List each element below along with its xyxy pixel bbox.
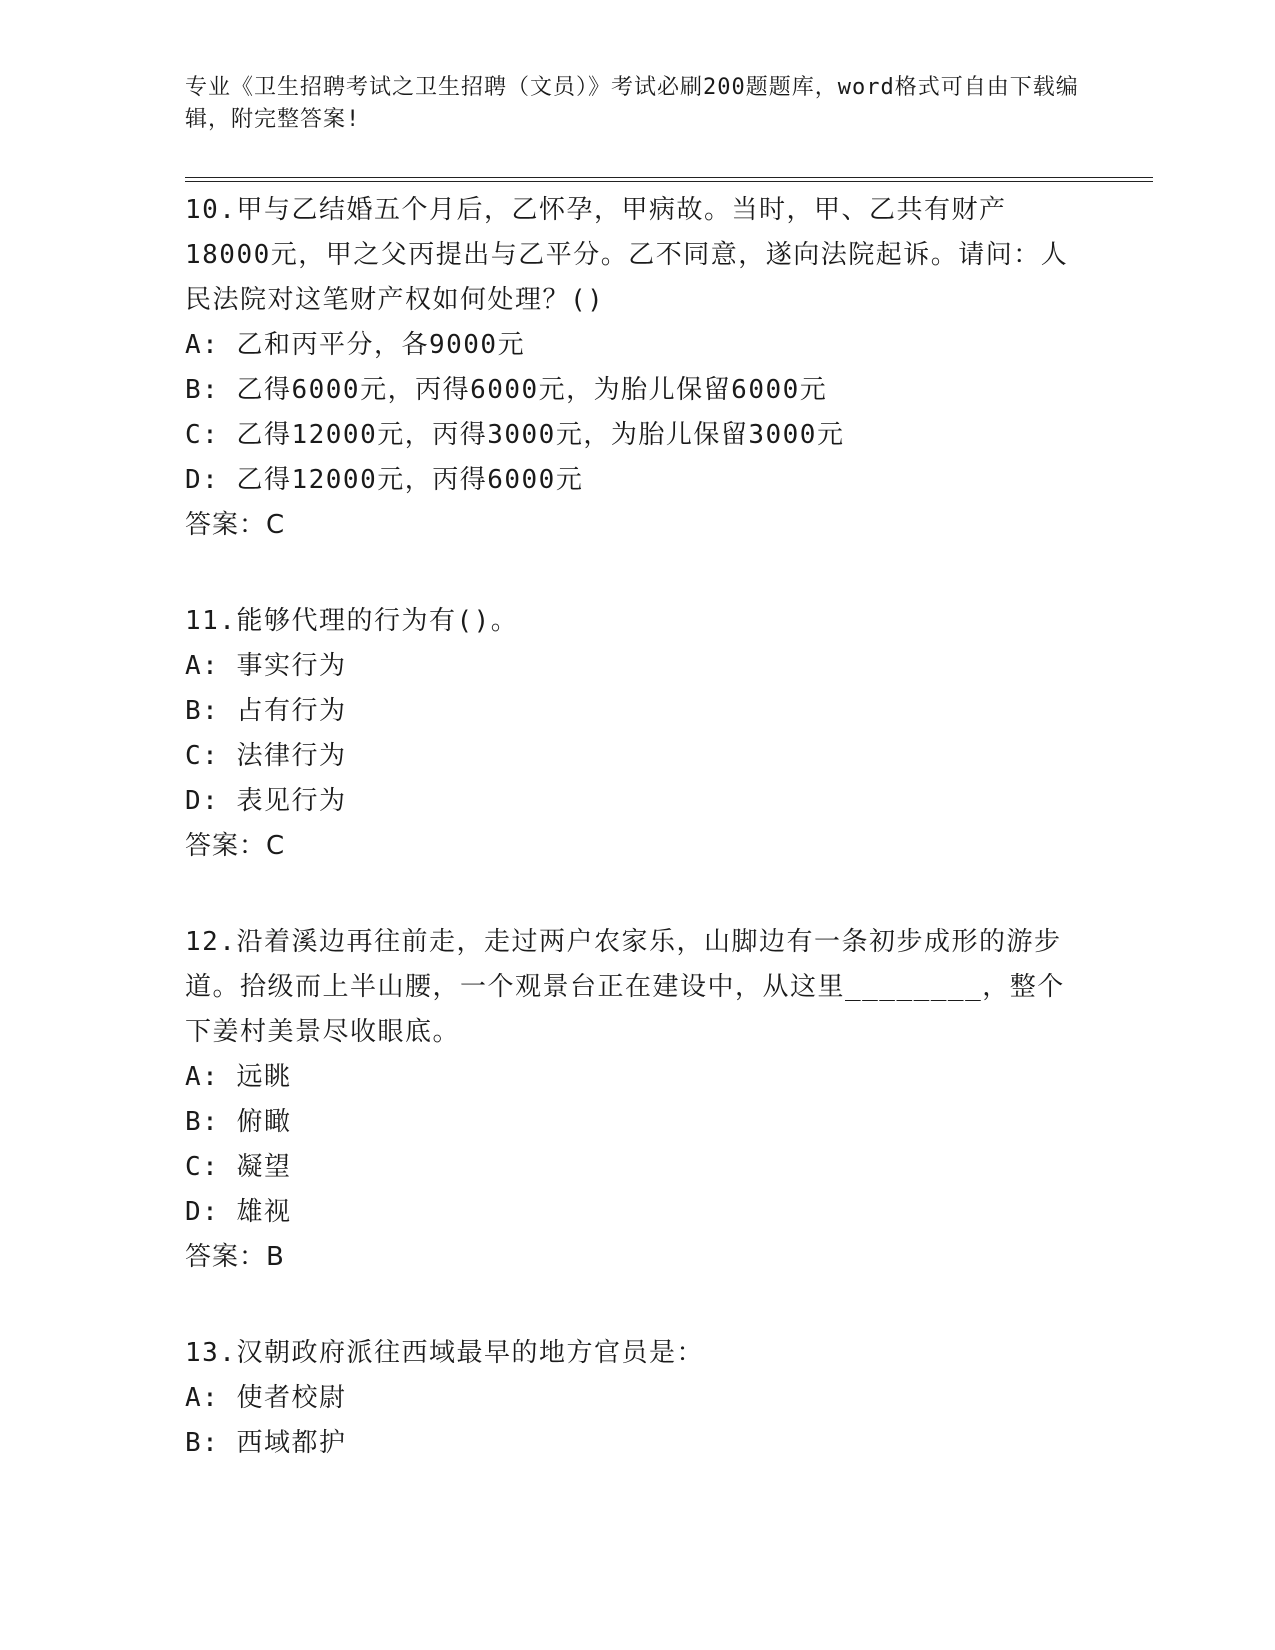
option-a: A: 使者校尉 bbox=[185, 1383, 347, 1413]
header-divider-top bbox=[185, 177, 1153, 178]
question-stem: 12.沿着溪边再往前走，走过两户农家乐，山脚边有一条初步成形的游步道。拾级而上半山腰，一个观景台正在建设中，从这里________，整个下姜村美景尽收眼底。 bbox=[185, 927, 1065, 1047]
option-b: B: 西域都护 bbox=[185, 1428, 347, 1458]
option-c: C: 法律行为 bbox=[185, 741, 347, 771]
question-stem: 11.能够代理的行为有()。 bbox=[185, 606, 519, 636]
question-stem: 13.汉朝政府派往西域最早的地方官员是： bbox=[185, 1338, 704, 1368]
option-b: B: 占有行为 bbox=[185, 696, 347, 726]
option-a: A: 事实行为 bbox=[185, 651, 347, 681]
question-stem: 10.甲与乙结婚五个月后，乙怀孕，甲病故。当时，甲、乙共有财产18000元，甲之父丙提出与乙平分。乙不同意，遂向法院起诉。请问：人民法院对这笔财产权如何处理？() bbox=[185, 195, 1069, 315]
answer-label: 答案：C bbox=[185, 510, 286, 540]
header-divider-bottom bbox=[185, 181, 1153, 182]
option-d: D: 乙得12000元，丙得6000元 bbox=[185, 465, 584, 495]
option-d: D: 雄视 bbox=[185, 1197, 292, 1227]
option-b: B: 乙得6000元，丙得6000元，为胎儿保留6000元 bbox=[185, 375, 828, 405]
question-12 bbox=[185, 920, 1085, 1280]
question-13 bbox=[185, 1331, 1085, 1466]
answer-label: 答案：C bbox=[185, 831, 286, 861]
option-c: C: 乙得12000元，丙得3000元，为胎儿保留3000元 bbox=[185, 420, 845, 450]
question-11 bbox=[185, 599, 1085, 869]
option-d: D: 表见行为 bbox=[185, 786, 347, 816]
question-10 bbox=[185, 188, 1085, 548]
answer-label: 答案：B bbox=[185, 1242, 285, 1272]
question-list bbox=[185, 188, 1085, 1517]
document-header: 专业《卫生招聘考试之卫生招聘（文员）》考试必刷200题题库，word格式可自由下载编辑，附完整答案! bbox=[185, 75, 1079, 132]
option-a: A: 乙和丙平分，各9000元 bbox=[185, 330, 526, 360]
option-b: B: 俯瞰 bbox=[185, 1107, 292, 1137]
option-c: C: 凝望 bbox=[185, 1152, 292, 1182]
option-a: A: 远眺 bbox=[185, 1062, 292, 1092]
